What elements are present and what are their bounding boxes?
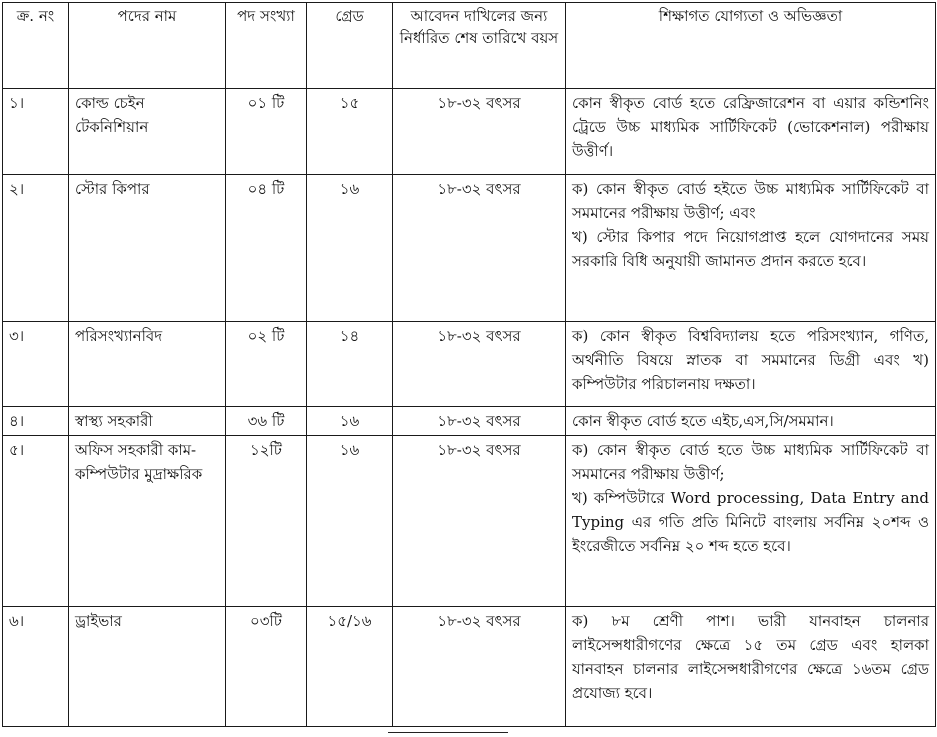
post-name-cell: স্বাস্থ্য সহকারী	[69, 407, 226, 436]
post-count-cell: ০৪ টি	[226, 175, 307, 322]
qualification-text: খ) কম্পিউটারে Word processing, Data Entry and Typing এর গতি প্রতি মিনিটে বাংলায় সর্বনিম্ন ২০শব্দ ও ইংরেজীতে সর্বনিম্ন ২০ শব্দ হতে হবে।	[572, 489, 929, 555]
post-count-cell: ০২ টি	[226, 322, 307, 407]
table-row	[3, 407, 936, 436]
table-row	[3, 175, 936, 322]
grade-cell: ১৪	[307, 322, 393, 407]
qualification-cell	[566, 175, 936, 322]
post-count-cell: ৩৬ টি	[226, 407, 307, 436]
table-header-row	[3, 3, 936, 89]
qualification-cell	[566, 607, 936, 727]
table-row	[3, 607, 936, 727]
grade-cell: ১৫/১৬	[307, 607, 393, 727]
header-grade: গ্রেড	[307, 3, 393, 89]
post-name-cell: পরিসংখ্যানবিদ	[69, 322, 226, 407]
qualification-text: ক) কোন স্বীকৃত বোর্ড হইতে উচ্চ মাধ্যমিক সার্টিফিকেট বা সমমানের পরীক্ষায় উত্তীর্ণ; এবং	[572, 180, 929, 222]
bottom-stroke-mark	[388, 728, 508, 733]
header-qualification: শিক্ষাগত যোগ্যতা ও অভিজ্ঞতা	[566, 3, 936, 89]
qualification-text: কোন স্বীকৃত বোর্ড হতে এইচ,এস,সি/সমমান।	[572, 412, 834, 430]
post-count-cell: ০১ টি	[226, 89, 307, 175]
serial-cell: ৪।	[3, 407, 69, 436]
post-count-cell: ১২টি	[226, 436, 307, 607]
header-post-name: পদের নাম	[69, 3, 226, 89]
age-cell: ১৮-৩২ বৎসর	[393, 407, 566, 436]
age-cell: ১৮-৩২ বৎসর	[393, 322, 566, 407]
table-row	[3, 322, 936, 407]
header-age: আবেদন দাখিলের জন্য নির্ধারিত শেষ তারিখে বয়স	[393, 3, 566, 89]
qualification-cell	[566, 89, 936, 175]
table-row	[3, 89, 936, 175]
table-row	[3, 436, 936, 607]
post-name-cell: ড্রাইভার	[69, 607, 226, 727]
grade-cell: ১৫	[307, 89, 393, 175]
post-count-cell: ০৩টি	[226, 607, 307, 727]
post-name-cell: কোল্ড চেইন টেকনিশিয়ান	[69, 89, 226, 175]
age-cell: ১৮-৩২ বৎসর	[393, 175, 566, 322]
serial-cell: ১।	[3, 89, 69, 175]
qualification-text: ক) কোন স্বীকৃত বিশ্ববিদ্যালয় হতে পরিসংখ্যান, গণিত, অর্থনীতি বিষয়ে স্নাতক বা সমমানের ডিগ্রী এবং খ) কম্পিউটার পরিচালনায় দক্ষতা।	[572, 327, 929, 393]
serial-cell: ৬।	[3, 607, 69, 727]
age-cell: ১৮-৩২ বৎসর	[393, 436, 566, 607]
qualification-cell	[566, 322, 936, 407]
header-post-count: পদ সংখ্যা	[226, 3, 307, 89]
qualification-cell	[566, 407, 936, 436]
serial-cell: ৫।	[3, 436, 69, 607]
header-serial: ক্র. নং	[3, 3, 69, 89]
grade-cell: ১৬	[307, 407, 393, 436]
job-vacancy-table	[2, 2, 936, 727]
qualification-text: খ) স্টোর কিপার পদে নিয়োগপ্রাপ্ত হলে যোগদানের সময় সরকারি বিধি অনুযায়ী জামানত প্রদান করতে হবে।	[572, 228, 929, 270]
grade-cell: ১৬	[307, 175, 393, 322]
qualification-text: ক) কোন স্বীকৃত বোর্ড হতে উচ্চ মাধ্যমিক সার্টিফিকেট বা সমমানের পরীক্ষায় উত্তীর্ণ;	[572, 441, 929, 483]
qualification-cell	[566, 436, 936, 607]
age-cell: ১৮-৩২ বৎসর	[393, 607, 566, 727]
age-cell: ১৮-৩২ বৎসর	[393, 89, 566, 175]
post-name-cell: অফিস সহকারী কাম-কম্পিউটার মুদ্রাক্ষরিক	[69, 436, 226, 607]
post-name-cell: স্টোর কিপার	[69, 175, 226, 322]
qualification-text: ক) ৮ম শ্রেণী পাশ। ভারী যানবাহন চালনার লাইসেন্সধারীগণের ক্ষেত্রে ১৫ তম গ্রেড এবং হালকা যানবাহন চালনার লাইসেন্সধারীগণের ক্ষেত্রে ১৬তম গ্রেড প্রযোজ্য হবে।	[572, 612, 929, 702]
serial-cell: ২।	[3, 175, 69, 322]
qualification-text: কোন স্বীকৃত বোর্ড হতে রেফ্রিজারেশন বা এয়ার কন্ডিশনিং ট্রেডে উচ্চ মাধ্যমিক সার্টিফিকেট (ভোকেশনাল) পরীক্ষায় উত্তীর্ণ।	[572, 94, 929, 160]
grade-cell: ১৬	[307, 436, 393, 607]
serial-cell: ৩।	[3, 322, 69, 407]
